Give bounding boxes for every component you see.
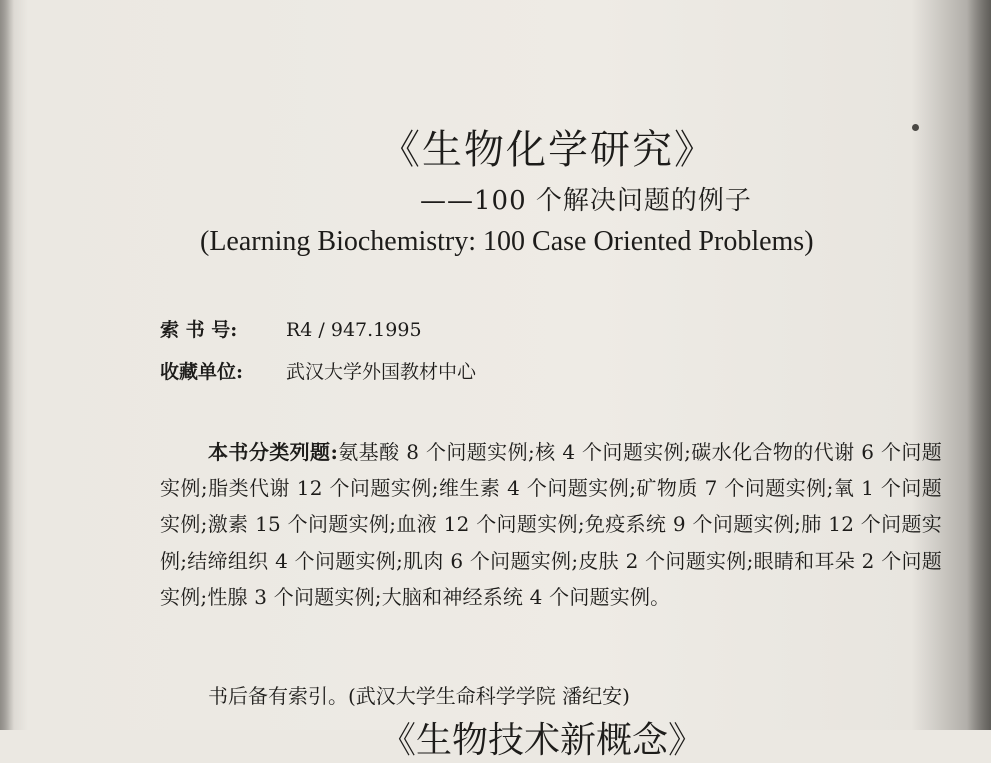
index-note: 书后备有索引。(武汉大学生命科学学院 潘纪安) <box>208 684 630 708</box>
holder-label: 收藏单位: <box>160 361 244 383</box>
call-number-label: 索 书 号: <box>160 319 238 341</box>
page-gutter-shadow <box>0 0 14 730</box>
book-subtitle: ——100 个解决问题的例子 <box>420 186 752 216</box>
holder-value: 武汉大学外国教材中心 <box>286 361 477 383</box>
ink-dot <box>912 124 919 131</box>
call-number-row <box>160 315 422 342</box>
book-title: 《生物化学研究》 <box>380 127 716 173</box>
call-number-value: R4 / 947.1995 <box>286 319 422 341</box>
holder-row <box>160 357 476 384</box>
page-edge-shadow <box>967 0 991 730</box>
next-book-title: 《生物技术新概念》 <box>380 720 705 761</box>
categories-paragraph <box>160 434 942 615</box>
categories-label: 本书分类列题: <box>208 440 339 464</box>
categories-text: 氨基酸 8 个问题实例;核 4 个问题实例;碳水化合物的代谢 6 个问题实例;脂类代谢 12 个问题实例;维生素 4 个问题实例;矿物质 7 个问题实例;氧 1 个问题实例;激素 15 个问题实例;血液 12 个问题实例;免疫系统 9 个问题实例;肺 12 个问题实例;结缔组织 4 个问题实例;肌肉 6 个问题实例;皮肤 2 个问题实例;眼睛和耳朵 2 个问题实例;性腺 3 个问题实例;大脑和神经系统 4 个问题实例。 <box>160 440 942 609</box>
book-english-title: (Learning Biochemistry: 100 Case Oriented Problems) <box>200 226 814 257</box>
